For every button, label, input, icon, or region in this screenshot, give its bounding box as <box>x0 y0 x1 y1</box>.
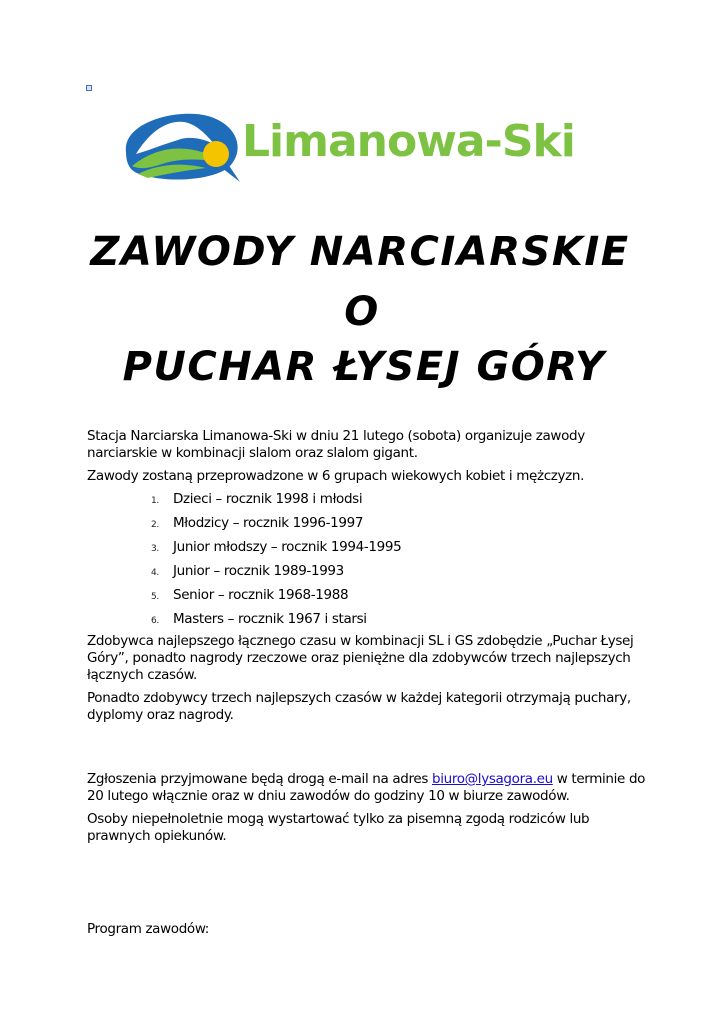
groups-paragraph: Zawody zostaną przeprowadzone w 6 grupach wiekowych kobiet i mężczyzn. <box>87 468 585 484</box>
list-item-text: Senior – rocznik 1968-1988 <box>173 587 349 603</box>
document-body <box>87 428 647 944</box>
list-item <box>87 539 647 563</box>
category-award-paragraph: Ponadto zdobywcy trzech najlepszych czasów w każdej kategorii otrzymają puchary, dyplomy oraz nagrody. <box>87 690 631 723</box>
minors-paragraph: Osoby niepełnoletnie mogą wystartować tylko za pisemną zgodą rodziców lub prawnych opiekunów. <box>87 811 590 844</box>
list-item <box>87 515 647 539</box>
logo-wordmark: Limanowa-Ski <box>242 116 575 167</box>
image-placeholder-icon <box>86 85 92 91</box>
list-number: 6. <box>151 616 159 626</box>
registration-text-before: Zgłoszenia przyjmowane będą drogą e-mail na adres <box>87 771 432 787</box>
main-award-paragraph: Zdobywca najlepszego łącznego czasu w kombinacji SL i GS zdobędzie „Puchar Łysej Góry”, ponadto nagrody rzeczowe oraz pieniężne dla zdobywców trzech najlepszych łącznych czasów. <box>87 633 634 683</box>
list-item <box>87 587 647 611</box>
page-title-line-1: ZAWODY NARCIARSKIE <box>90 229 630 275</box>
list-number: 2. <box>151 520 159 530</box>
list-item-text: Masters – rocznik 1967 i starsi <box>173 611 367 627</box>
list-item <box>87 491 647 515</box>
list-item <box>87 563 647 587</box>
list-number: 5. <box>151 592 159 602</box>
list-item-text: Młodzicy – rocznik 1996-1997 <box>173 515 364 531</box>
page-title-line-2: O <box>344 289 380 335</box>
spacer <box>87 851 647 921</box>
intro-paragraph: Stacja Narciarska Limanowa-Ski w dniu 21 lutego (sobota) organizuje zawody narciarskie w kombinacji slalom oraz slalom gigant. <box>87 428 585 461</box>
page-title-line-3: PUCHAR ŁYSEJ GÓRY <box>122 344 606 390</box>
list-item-text: Junior młodszy – rocznik 1994-1995 <box>173 539 402 555</box>
list-item-text: Junior – rocznik 1989-1993 <box>173 563 344 579</box>
list-number: 3. <box>151 544 159 554</box>
registration-text-after: w terminie do 20 lutego włącznie oraz w dniu zawodów do godziny 10 w biurze zawodów. <box>87 771 646 804</box>
list-number: 4. <box>151 568 159 578</box>
spacer <box>87 730 647 771</box>
list-item <box>87 611 647 633</box>
email-link[interactable]: biuro@lysagora.eu <box>432 771 553 787</box>
list-item-text: Dzieci – rocznik 1998 i młodsi <box>173 491 363 507</box>
age-category-list <box>87 491 647 633</box>
registration-paragraph <box>87 771 647 805</box>
program-heading: Program zawodów: <box>87 921 209 937</box>
limanowa-ski-logo <box>118 108 598 184</box>
list-number: 1. <box>151 496 159 506</box>
